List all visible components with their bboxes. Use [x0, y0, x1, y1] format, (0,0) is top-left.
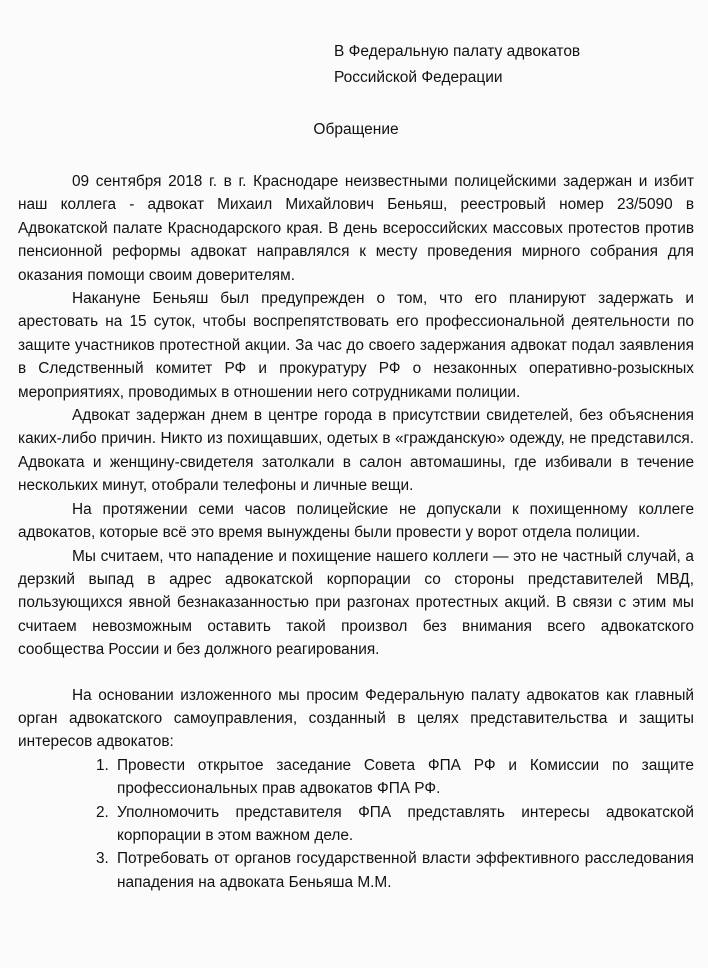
document-body — [18, 170, 694, 894]
addressee-line-1: В Федеральную палату адвокатов — [334, 43, 581, 60]
paragraph-access-denied: На протяжении семи часов полицейские не допускали к похищенному коллеге адвокатов, которые всё это время вынуждены были провести у ворот отдела полиции. — [18, 500, 694, 542]
paragraph-detention: Адвокат задержан днем в центре города в присутствии свидетелей, без объяснения каких-либо причин. Никто из похищавших, одетых в «гражданскую» одежду, не представился. Адвоката и женщину-свидетеля затолкали в салон автомашины, где избивали в течение нескольких минут, отобрали телефоны и личные вещи. — [18, 407, 694, 495]
document-title: Обращение — [313, 121, 399, 138]
list-item-text: Провести открытое заседание Совета ФПА РФ и Комиссии по защите профессиональных прав адвокатов ФПА РФ. — [117, 756, 694, 798]
list-item — [18, 801, 694, 848]
list-item-number: 1. — [96, 756, 109, 774]
list-item-number: 3. — [96, 850, 109, 868]
paragraph-warning: Накануне Беньяш был предупрежден о том, что его планируют задержать и арестовать на 15 суток, чтобы воспрепятствовать его профессиональной деятельности по защите участников протестной акции. За час до своего задержания адвокат подал заявления в Следственный комитет РФ и прокуратуру РФ о незаконных оперативно-розыскных мероприятиях, проводимых в отношении него сотрудниками полиции. — [18, 290, 694, 401]
addressee-line-2: Российской Федерации — [334, 69, 503, 86]
paragraph-position: Мы считаем, что нападение и похищение нашего коллеги — это не частный случай, а дерзкий выпад в адрес адвокатской корпорации со стороны представителей МВД, пользующихся явной безнаказанностью при разгонах протестных акций. В связи с этим мы считаем невозможным оставить такой произвол без внимания всего адвокатского сообщества России и без должного реагирования. — [18, 547, 694, 659]
list-item-number: 2. — [96, 803, 109, 821]
list-item-text: Уполномочить представителя ФПА представлять интересы адвокатской корпорации в этом важном деле. — [117, 803, 694, 844]
addressee-block — [334, 39, 580, 91]
paragraph-incident: 09 сентября 2018 г. в г. Краснодаре неизвестными полицейскими задержан и избит наш коллега - адвокат Михаил Михайлович Беньяш, реестровый номер 23/5090 в Адвокатской палате Краснодарского края. В день всероссийских массовых протестов против пенсионной реформы адвокат направлялся к месту проведения мирного собрания для оказания помощи своим доверителям. — [18, 173, 694, 284]
list-item-text: Потребовать от органов государственной власти эффективного расследования нападения на адвоката Беньяша М.М. — [117, 850, 694, 891]
list-item — [18, 754, 694, 801]
request-list — [18, 754, 694, 894]
paragraph-request-intro: На основании изложенного мы просим Федеральную палату адвокатов как главный орган адвокатского самоуправления, созданный в целях представительства и защиты интересов адвокатов: — [18, 686, 694, 751]
list-item — [18, 847, 694, 894]
